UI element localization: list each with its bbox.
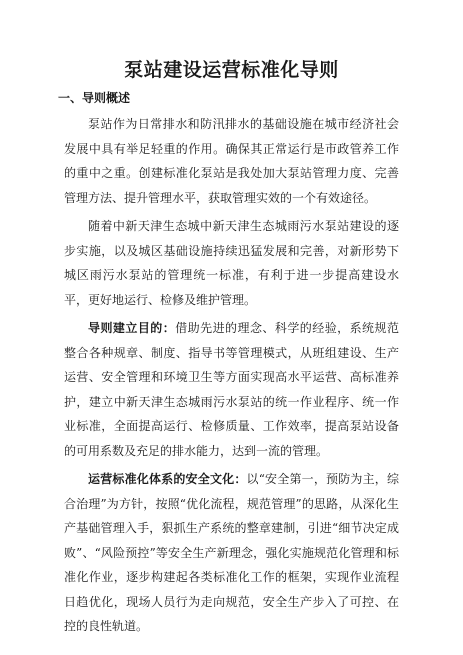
purpose-lead: 导则建立目的： — [88, 321, 176, 335]
document-title: 泵站建设运营标准化导则 — [124, 59, 339, 81]
purpose-text: 借助先进的理念、科学的经验，系统规范整合各种规章、制度、指导书等管理模式，从班组建设、生产运营、安全管理和环境卫生等方面实现高水平运营、高标准养护，建立中新天津生态城雨污水泵站的统一作业程序、统一作业标准，全面提高运行、检修质量、工作效率，提高泵站设备的可用系数及充足的排水能力，达到一流的管理。 — [64, 321, 399, 458]
paragraph-overview-1: 泵站作为日常排水和防汛排水的基础设施在城市经济社会发展中具有举足轻重的作用。确保其正常运行是市政管养工作的重中之重。创建标准化泵站是我处加大泵站管理力度、完善管理方法、提升管理水平，获取管理实效的一个有效途径。 — [64, 117, 399, 205]
paragraph-overview-2: 随着中新天津生态城中新天津生态城雨污水泵站建设的逐步实施，以及城区基础设施持续迅猛发展和完善，对新形势下城区雨污水泵站的管理统一标准，有利于进一步提高建设水平，更好地运行、检修及维护管理。 — [64, 219, 399, 307]
paragraph-safety-culture — [64, 467, 399, 639]
paragraph-purpose — [64, 316, 399, 463]
safety-text: 以“安全第一，预防为主，综合治理”为方针，按照“优化流程，规范管理”的思路，从深化生产基础管理入手，狠抓生产系统的整章建制，引进“细节决定成败”、“风险预控”等安全生产新理念，强化实施规范化管理和标准化作业，逐步构建起各类标准化工作的框架，实现作业流程日趋优化，现场人员行为走向规范，安全生产步入了可控、在控的良性轨道。 — [64, 472, 399, 633]
section-heading-overview: 一、导则概述 — [58, 91, 131, 105]
safety-lead: 运营标准化体系的安全文化： — [88, 472, 247, 486]
